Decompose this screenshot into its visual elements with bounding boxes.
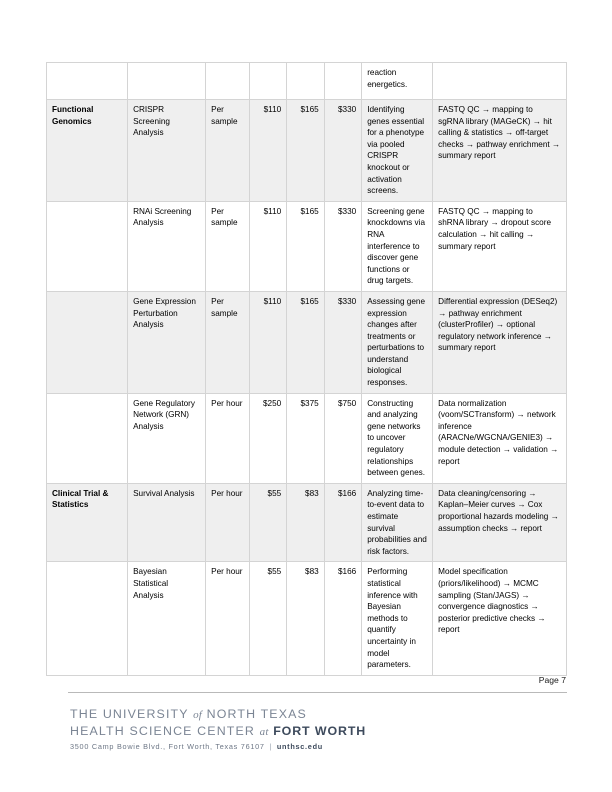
brand-line-1-text-a: THE UNIVERSITY bbox=[70, 707, 189, 721]
brand-line-1 bbox=[70, 707, 366, 724]
cell-service: Bayesian Statistical Analysis bbox=[128, 562, 206, 675]
footer-address-line bbox=[70, 742, 323, 751]
table-row bbox=[47, 562, 567, 675]
table-row bbox=[47, 483, 567, 562]
cell-workflow: Data cleaning/censoring → Kaplan–Meier curves → Cox proportional hazards modeling → assumption checks → report bbox=[433, 483, 567, 562]
cell-price-tier3: $166 bbox=[324, 483, 362, 562]
cell-service: Gene Expression Perturbation Analysis bbox=[128, 291, 206, 393]
cell-price-tier1: $55 bbox=[249, 562, 287, 675]
brand-line-2-text-a: HEALTH SCIENCE CENTER bbox=[70, 723, 256, 738]
cell-category bbox=[47, 201, 128, 291]
cell-price-tier1: $110 bbox=[249, 291, 287, 393]
brand-line-1-text-b: NORTH TEXAS bbox=[206, 707, 307, 721]
service-pricing-table bbox=[46, 62, 567, 676]
cell-unit bbox=[206, 63, 250, 100]
cell-category bbox=[47, 291, 128, 393]
cell-price-tier1: $110 bbox=[249, 201, 287, 291]
cell-unit: Per hour bbox=[206, 393, 250, 483]
table-body bbox=[47, 63, 567, 676]
cell-price-tier3: $750 bbox=[324, 393, 362, 483]
university-brand-lockup bbox=[70, 707, 366, 740]
cell-description: Analyzing time-to-event data to estimate survival probabilities and risk factors. bbox=[362, 483, 433, 562]
cell-description: Screening gene knockdowns via RNA interference to discover gene functions or drug targets. bbox=[362, 201, 433, 291]
cell-price-tier2 bbox=[287, 63, 325, 100]
cell-workflow: Differential expression (DESeq2) → pathway enrichment (clusterProfiler) → optional regulatory network inference → summary report bbox=[433, 291, 567, 393]
cell-price-tier1: $110 bbox=[249, 100, 287, 202]
cell-price-tier2: $83 bbox=[287, 562, 325, 675]
cell-price-tier2: $165 bbox=[287, 201, 325, 291]
cell-service: Gene Regulatory Network (GRN) Analysis bbox=[128, 393, 206, 483]
table-row bbox=[47, 291, 567, 393]
table-row-continued bbox=[47, 63, 567, 100]
cell-price-tier2: $83 bbox=[287, 483, 325, 562]
cell-description: Identifying genes essential for a phenotype via pooled CRISPR knockout or activation screens. bbox=[362, 100, 433, 202]
footer-divider bbox=[68, 692, 567, 693]
table-row bbox=[47, 393, 567, 483]
cell-workflow: FASTQ QC → mapping to sgRNA library (MAGeCK) → hit calling & statistics → off-target checks → pathway enrichment → summary report bbox=[433, 100, 567, 202]
cell-price-tier2: $165 bbox=[287, 100, 325, 202]
footer-separator: | bbox=[269, 742, 273, 751]
brand-line-1-connector: of bbox=[193, 709, 203, 721]
cell-unit: Per sample bbox=[206, 100, 250, 202]
cell-category bbox=[47, 393, 128, 483]
footer-website-link[interactable]: unthsc.edu bbox=[276, 742, 323, 751]
cell-service: CRISPR Screening Analysis bbox=[128, 100, 206, 202]
cell-price-tier3: $166 bbox=[324, 562, 362, 675]
brand-line-2-connector: at bbox=[259, 725, 269, 738]
cell-description: reaction energetics. bbox=[362, 63, 433, 100]
cell-unit: Per sample bbox=[206, 201, 250, 291]
cell-price-tier1: $55 bbox=[249, 483, 287, 562]
cell-price-tier3: $330 bbox=[324, 201, 362, 291]
cell-price-tier3: $330 bbox=[324, 100, 362, 202]
cell-description: Assessing gene expression changes after treatments or perturbations to understand biological responses. bbox=[362, 291, 433, 393]
cell-workflow bbox=[433, 63, 567, 100]
cell-unit: Per sample bbox=[206, 291, 250, 393]
cell-description: Constructing and analyzing gene networks to uncover regulatory relationships between genes. bbox=[362, 393, 433, 483]
cell-price-tier3 bbox=[324, 63, 362, 100]
cell-workflow: Model specification (priors/likelihood) → MCMC sampling (Stan/JAGS) → convergence diagnostics → posterior predictive checks → report bbox=[433, 562, 567, 675]
cell-service: Survival Analysis bbox=[128, 483, 206, 562]
cell-price-tier2: $165 bbox=[287, 291, 325, 393]
cell-category: Clinical Trial & Statistics bbox=[47, 483, 128, 562]
cell-service bbox=[128, 63, 206, 100]
cell-unit: Per hour bbox=[206, 562, 250, 675]
cell-description: Performing statistical inference with Bayesian methods to quantify uncertainty in model parameters. bbox=[362, 562, 433, 675]
cell-unit: Per hour bbox=[206, 483, 250, 562]
cell-price-tier1 bbox=[249, 63, 287, 100]
page-number: Page 7 bbox=[538, 675, 566, 685]
brand-line-2 bbox=[70, 724, 366, 741]
footer-street-address: 3500 Camp Bowie Blvd., Fort Worth, Texas 76107 bbox=[70, 742, 265, 751]
cell-price-tier2: $375 bbox=[287, 393, 325, 483]
cell-category bbox=[47, 63, 128, 100]
cell-price-tier1: $250 bbox=[249, 393, 287, 483]
brand-line-2-text-b: FORT WORTH bbox=[273, 723, 367, 738]
table-row bbox=[47, 201, 567, 291]
cell-workflow: Data normalization (voom/SCTransform) → network inference (ARACNe/WGCNA/GENIE3) → module detection → validation → report bbox=[433, 393, 567, 483]
cell-service: RNAi Screening Analysis bbox=[128, 201, 206, 291]
cell-price-tier3: $330 bbox=[324, 291, 362, 393]
cell-workflow: FASTQ QC → mapping to shRNA library → dropout score calculation → hit calling → summary report bbox=[433, 201, 567, 291]
cell-category: Functional Genomics bbox=[47, 100, 128, 202]
cell-category bbox=[47, 562, 128, 675]
table-row bbox=[47, 100, 567, 202]
